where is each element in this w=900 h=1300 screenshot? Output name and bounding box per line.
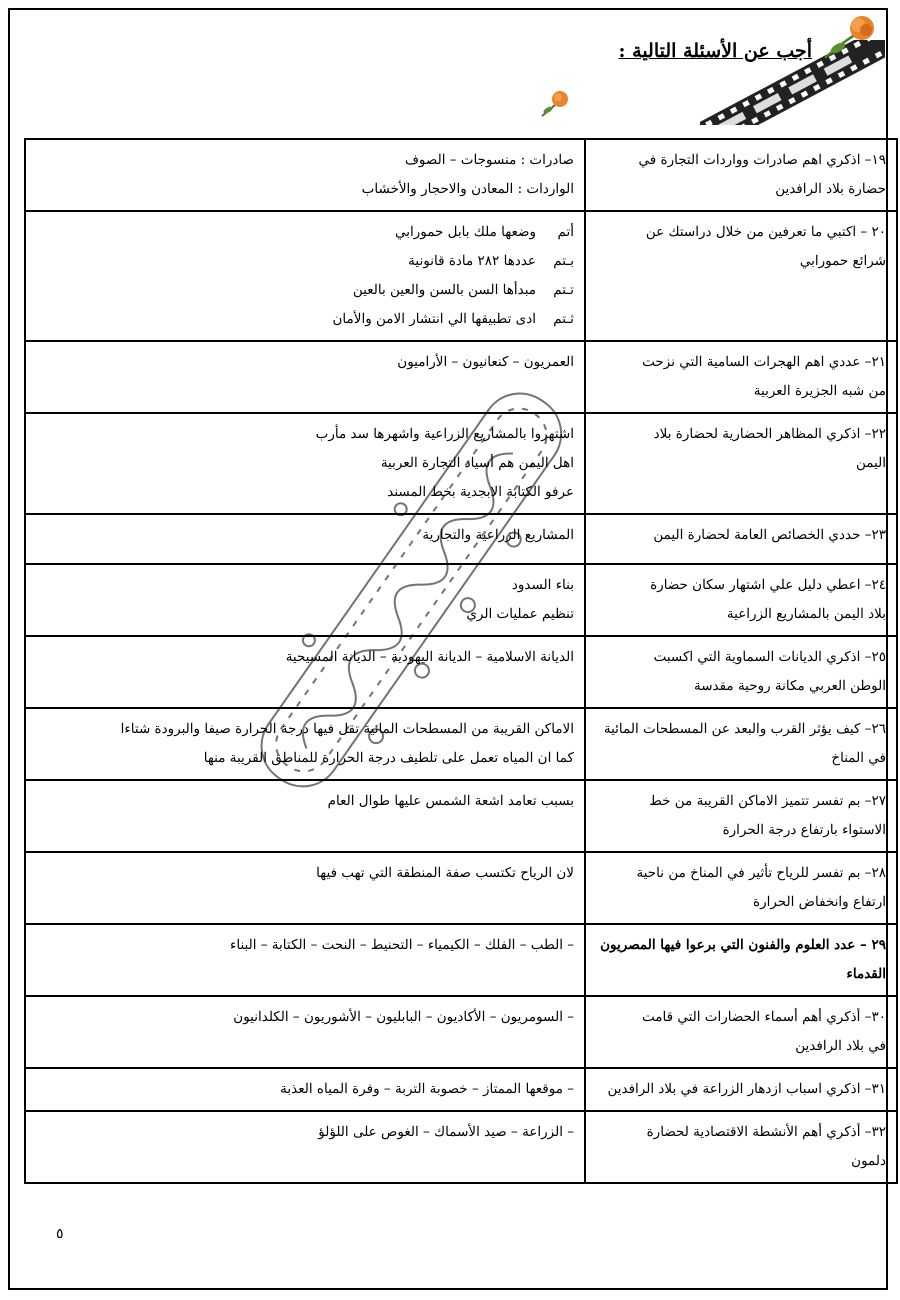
answer-cell xyxy=(25,413,585,514)
answer-label: ثـتم xyxy=(553,311,574,327)
question-cell xyxy=(585,211,897,341)
question-line: ٣٢– أذكري أهم الأنشطة الاقتصادية لحضارة xyxy=(646,1124,886,1140)
question-cell xyxy=(585,1068,897,1111)
question-line: ٢٧– بم تفسر تتميز الاماكن القريبة من خط xyxy=(649,793,886,809)
question-line: ٢١– عددي اهم الهجرات السامية التي نزحت xyxy=(642,354,886,370)
answer-line: تنظيم عمليات الري xyxy=(466,606,574,622)
table-row xyxy=(25,1111,897,1183)
table-row xyxy=(25,564,897,636)
answer-line: اشتهروا بالمشاريع الزراعية واشهرها سد مأرب xyxy=(315,426,574,442)
answer-line: – موقعها الممتاز – خصوبة التربة – وفرة المياه العذبة xyxy=(280,1081,574,1097)
answer-line: المشاريع الزراعية والتجارية xyxy=(422,527,574,543)
answer-cell xyxy=(25,852,585,924)
answer-text: وضعها ملك بابل حمورابي xyxy=(394,224,536,240)
table-row xyxy=(25,341,897,413)
question-line: في بلاد الرافدين xyxy=(795,1038,886,1054)
answer-line: صادرات : منسوجات – الصوف xyxy=(404,152,574,168)
answer-cell xyxy=(25,636,585,708)
answer-line xyxy=(36,218,574,247)
answer-cell xyxy=(25,924,585,996)
table-row xyxy=(25,924,897,996)
table-row xyxy=(25,413,897,514)
answer-line: – الطب – الفلك – الكيمياء – التحنيط – النحت – الكتابة – البناء xyxy=(230,937,574,953)
question-cell xyxy=(585,924,897,996)
table-row xyxy=(25,780,897,852)
answer-line: بسبب تعامد اشعة الشمس عليها طوال العام xyxy=(327,793,574,809)
question-cell xyxy=(585,413,897,514)
answer-line: الاماكن القريبة من المسطحات المائية تقل فيها درجة الحرارة صيفا والبرودة شتاءا xyxy=(120,721,574,737)
question-line: الوطن العربي مكانة روحية مقدسة xyxy=(693,678,886,694)
answer-cell xyxy=(25,780,585,852)
question-line: من شبه الجزيرة العربية xyxy=(753,383,886,399)
answer-cell xyxy=(25,564,585,636)
answer-line xyxy=(36,276,574,305)
question-line: شرائع حمورابي xyxy=(799,253,886,269)
question-cell xyxy=(585,139,897,211)
table-row xyxy=(25,514,897,564)
question-cell xyxy=(585,780,897,852)
question-cell xyxy=(585,708,897,780)
question-line: اليمن xyxy=(855,455,886,471)
question-line: ٢٥– اذكري الديانات السماوية التي اكسبت xyxy=(653,649,886,665)
table-row xyxy=(25,1068,897,1111)
question-line: ٢٢– اذكري المظاهر الحضارية لحضارة بلاد xyxy=(653,426,886,442)
question-line: دلمون xyxy=(851,1153,886,1169)
table-row xyxy=(25,636,897,708)
answer-text: عددها ٢٨٢ مادة قانونية xyxy=(408,253,536,269)
answer-line: العمريون – كنعانيون – الأراميون xyxy=(397,354,574,370)
answer-line xyxy=(36,247,574,276)
answer-label: بـتم xyxy=(553,253,574,269)
answer-cell xyxy=(25,708,585,780)
question-line: ١٩– اذكري اهم صادرات وواردات التجارة في xyxy=(638,152,886,168)
question-line: في المناخ xyxy=(831,750,886,766)
question-cell xyxy=(585,996,897,1068)
page-number: ٥ xyxy=(56,1226,64,1242)
question-cell xyxy=(585,852,897,924)
answer-cell xyxy=(25,211,585,341)
table-row xyxy=(25,211,897,341)
answer-label: أتم xyxy=(557,224,574,240)
question-line: الاستواء بارتفاع درجة الحرارة xyxy=(722,822,886,838)
table-row xyxy=(25,852,897,924)
question-cell xyxy=(585,564,897,636)
question-line: حضارة بلاد الرافدين xyxy=(775,181,886,197)
answer-cell xyxy=(25,139,585,211)
table-row xyxy=(25,708,897,780)
question-line: ٣١– اذكري اسباب ازدهار الزراعة في بلاد الرافدين xyxy=(607,1081,886,1097)
question-cell xyxy=(585,341,897,413)
answer-cell xyxy=(25,514,585,564)
question-line: بلاد اليمن بالمشاريع الزراعية xyxy=(726,606,886,622)
flower-icon xyxy=(820,10,882,62)
answer-label: تـتم xyxy=(553,282,574,298)
answer-line: – الزراعة – صيد الأسماك – الغوص على اللؤلؤ xyxy=(318,1124,574,1140)
answer-line: الواردات : المعادن والاحجار والأخشاب xyxy=(361,181,574,197)
answer-cell xyxy=(25,996,585,1068)
answer-cell xyxy=(25,1111,585,1183)
question-line: ٢٩ – عدد العلوم والفنون التي برعوا فيها المصريون xyxy=(600,937,886,953)
page-title: أجب عن الأسئلة التالية : xyxy=(618,40,812,62)
answer-line: بناء السدود xyxy=(511,577,574,593)
table-row xyxy=(25,996,897,1068)
question-line: القدماء xyxy=(846,966,886,982)
answer-line: – السومريون – الأكاديون – البابليون – الأشوريون – الكلدانيون xyxy=(233,1009,574,1025)
table-row xyxy=(25,139,897,211)
question-line: ٢٠ – اكتبي ما تعرفين من خلال دراستك عن xyxy=(645,224,886,240)
answer-line: اهل اليمن هم أسياد التجارة العربية xyxy=(380,455,574,471)
answer-cell xyxy=(25,341,585,413)
answer-line: الديانة الاسلامية – الديانة اليهودية – الديانة المسيحية xyxy=(285,649,574,665)
question-cell xyxy=(585,514,897,564)
answer-text: ادى تطبيقها الي انتشار الامن والأمان xyxy=(332,311,536,327)
question-line: ٢٣– حددي الخصائص العامة لحضارة اليمن xyxy=(653,527,886,543)
answer-line: عرفو الكتابة الابجدية بخط المسند xyxy=(387,484,574,500)
question-cell xyxy=(585,1111,897,1183)
answer-line: كما ان المياه تعمل على تلطيف درجة الحرارة للمناطق القريبة منها xyxy=(203,750,574,766)
question-line: ارتفاع وانخفاض الحرارة xyxy=(753,894,886,910)
answer-line: لان الرياح تكتسب صفة المنطقة التي تهب فيها xyxy=(316,865,574,881)
flower-icon xyxy=(538,88,574,118)
answer-cell xyxy=(25,1068,585,1111)
question-cell xyxy=(585,636,897,708)
qa-table xyxy=(24,138,898,1184)
question-line: ٢٨– بم تفسر للرياح تأثير في المناخ من ناحية xyxy=(636,865,886,881)
answer-line xyxy=(36,305,574,334)
question-line: ٢٦– كيف يؤثر القرب والبعد عن المسطحات المائية xyxy=(603,721,886,737)
answer-text: مبدأها السن بالسن والعين بالعين xyxy=(352,282,536,298)
question-line: ٢٤– اعطي دليل علي اشتهار سكان حضارة xyxy=(650,577,886,593)
question-line: ٣٠– أذكري أهم أسماء الحضارات التي قامت xyxy=(641,1009,886,1025)
